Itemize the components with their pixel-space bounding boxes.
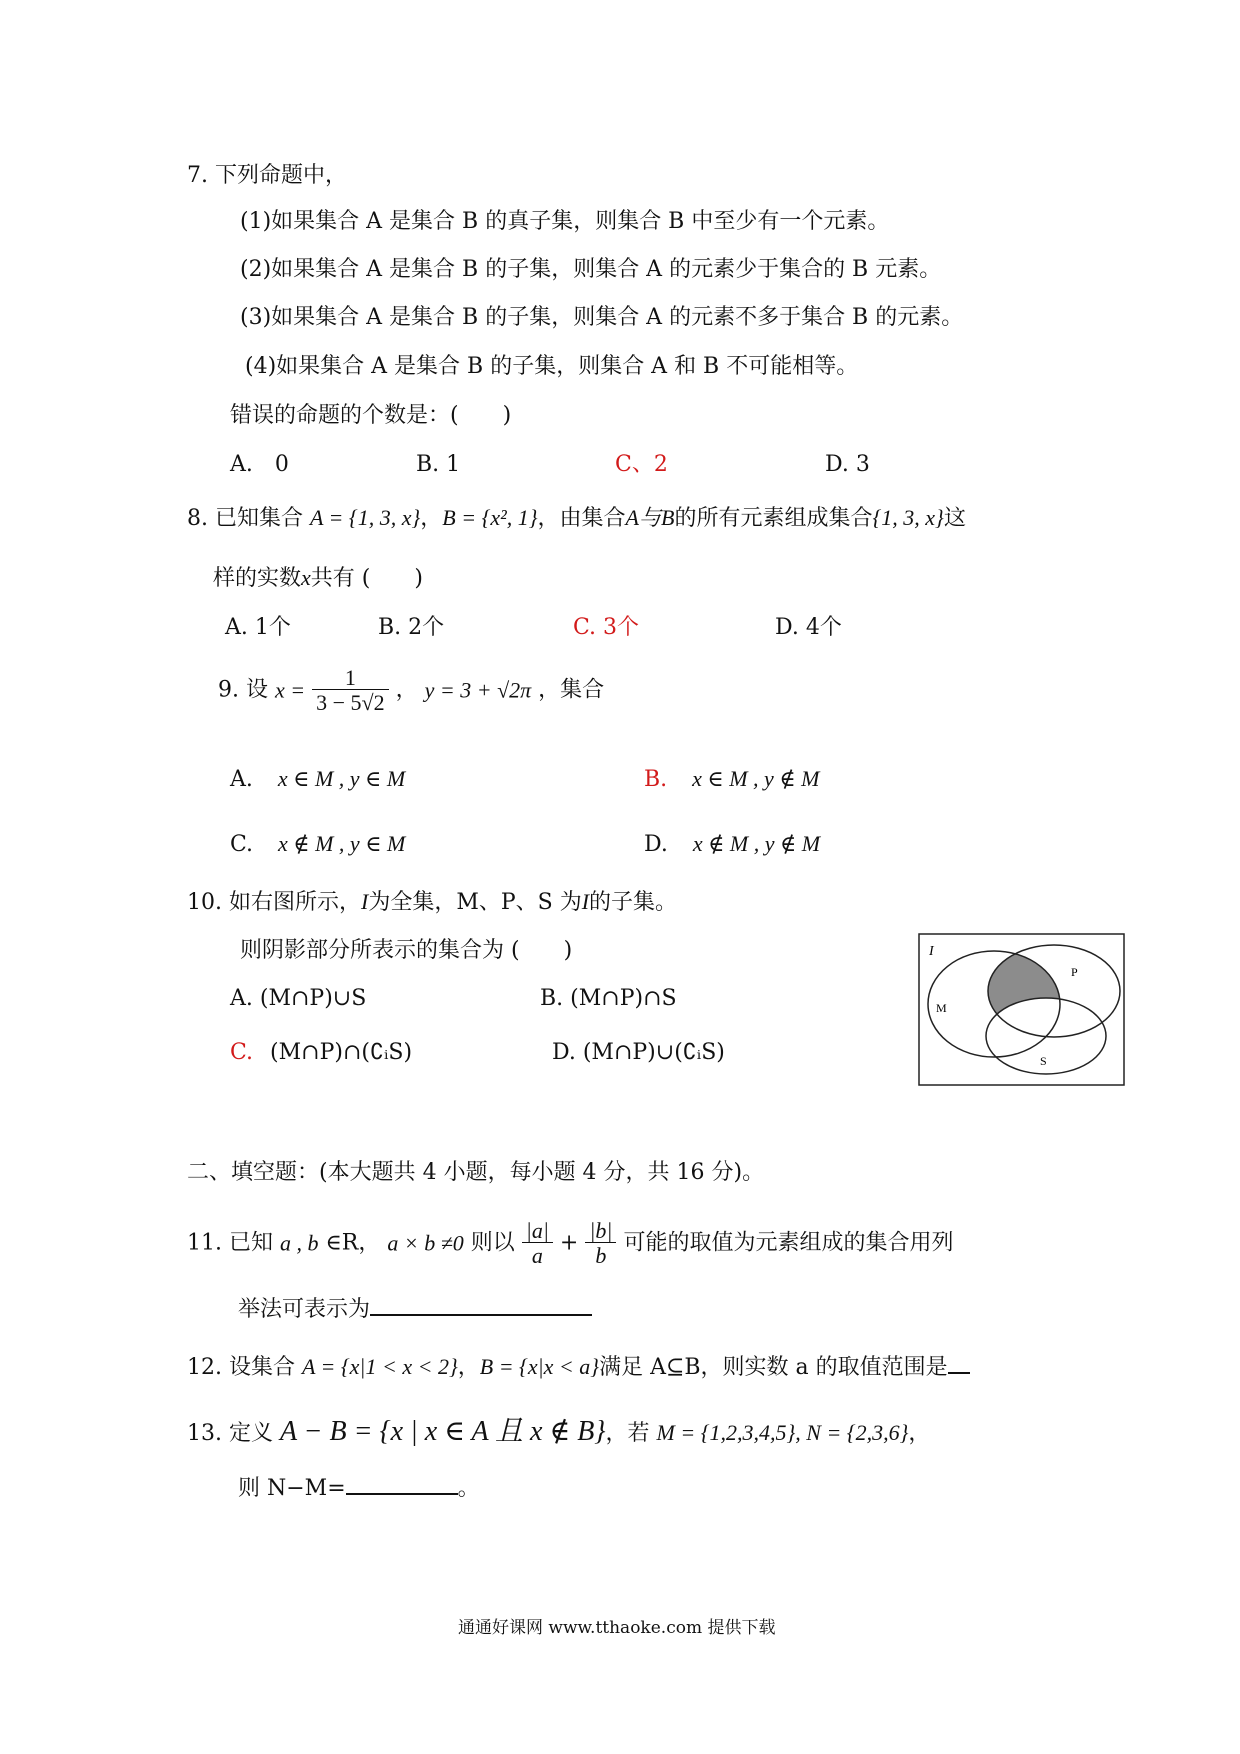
q12-sep: ， bbox=[457, 1355, 480, 1380]
q9-line bbox=[218, 667, 604, 714]
q9-numerator: 1 bbox=[344, 665, 356, 690]
q10-option-c-expr: (M∩P)∩(∁ᵢS) bbox=[270, 1040, 413, 1065]
q13-line-2 bbox=[238, 1471, 480, 1500]
q8-option-d: D. 4个 bbox=[775, 615, 842, 640]
q8-line2-b: 共有 ( ) bbox=[310, 566, 423, 591]
venn-diagram bbox=[918, 933, 1125, 1086]
q13-text-b: ，若 bbox=[605, 1421, 650, 1446]
q9-option-c-expr: x ∉ M , y ∈ M bbox=[278, 831, 406, 856]
q10-option-d: D. (M∩P)∪(∁ᵢS) bbox=[552, 1040, 725, 1065]
q7-item-4: (4)如果集合 A 是集合 B 的子集，则集合 A 和 B 不可能相等。 bbox=[245, 354, 859, 379]
q9-x-eq: x = bbox=[274, 677, 306, 703]
q7-option-c: C、2 bbox=[615, 452, 668, 477]
q9-option-b-label: B. bbox=[644, 767, 668, 792]
q7-option-d: D. 3 bbox=[825, 452, 870, 477]
q8-line2-a: 样的实数 bbox=[213, 566, 302, 591]
venn-label-s: S bbox=[1040, 1054, 1047, 1068]
q13-end: 。 bbox=[457, 1476, 480, 1501]
q11-line-2 bbox=[238, 1292, 592, 1321]
q8-option-b: B. 2个 bbox=[378, 615, 445, 640]
q11-line2-text: 举法可表示为 bbox=[238, 1297, 371, 1322]
q12-text-b: 满足 A⊆B，则实数 a 的取值范围是 bbox=[599, 1355, 948, 1380]
q10-text-a: 10. 如右图所示， bbox=[187, 890, 361, 915]
q8-number: 8. bbox=[187, 506, 208, 531]
q7-ask: 错误的命题的个数是：( ) bbox=[230, 403, 512, 428]
q13-answer-blank[interactable] bbox=[346, 1471, 458, 1495]
q13-line2-text: 则 N−M= bbox=[238, 1476, 346, 1501]
q10-text-c: 的子集。 bbox=[589, 890, 678, 915]
q8-set-a: A = {1, 3, x} bbox=[310, 505, 421, 530]
q13-line-1 bbox=[187, 1418, 930, 1446]
q8-option-c: C. 3个 bbox=[573, 615, 640, 640]
q11-plus: + bbox=[559, 1230, 579, 1256]
q10-option-b: B. (M∩P)∩S bbox=[540, 986, 677, 1011]
q8-text-3: 的所有元素组成集合 bbox=[674, 506, 873, 531]
q10-text-b: 为全集，M、P、S 为 bbox=[368, 890, 582, 915]
q9-number: 9. 设 bbox=[218, 677, 268, 703]
q11-text-d: 可能的取值为元素组成的集合用列 bbox=[623, 1230, 954, 1256]
q11-f2-num: |b| bbox=[589, 1218, 613, 1243]
q11-expr: a × b ≠0 bbox=[387, 1230, 464, 1256]
q9-denominator: 3 − 5√2 bbox=[312, 689, 388, 714]
q11-vars: a , b bbox=[279, 1230, 319, 1256]
q10-option-c-label: C. bbox=[230, 1040, 254, 1065]
q11-f2-den: b bbox=[585, 1242, 616, 1267]
q13-definition: A − B = {x | x ∈ A 且 x ∉ B} bbox=[279, 1416, 606, 1447]
q10-stem bbox=[187, 891, 677, 914]
q9-option-d bbox=[644, 833, 820, 856]
q7-option-b: B. 1 bbox=[416, 452, 461, 477]
q8-set: {1, 3, x} bbox=[872, 505, 944, 530]
q9-option-d-label: D. bbox=[644, 832, 668, 857]
q8-text-2: ，由集合 bbox=[537, 506, 626, 531]
q11-line-1 bbox=[187, 1220, 953, 1267]
q9-option-c-label: C. bbox=[230, 832, 254, 857]
q8-sep: ， bbox=[420, 506, 443, 531]
q12-answer-blank[interactable] bbox=[948, 1350, 970, 1374]
q13-text-c: ， bbox=[908, 1421, 931, 1446]
q7-item-3: (3)如果集合 A 是集合 B 的子集，则集合 A 的元素不多于集合 B 的元素。 bbox=[240, 305, 964, 330]
q8-var: x bbox=[301, 565, 311, 590]
q9-option-c bbox=[230, 833, 405, 856]
q11-text-c: 则以 bbox=[470, 1230, 515, 1256]
q12-set-a: A = {x|1 < x < 2} bbox=[301, 1354, 458, 1379]
q8-line-2 bbox=[213, 567, 423, 590]
q8-text-1: 已知集合 bbox=[215, 506, 304, 531]
q12-set-b: B = {x|x < a} bbox=[479, 1354, 600, 1379]
q11-fraction-b bbox=[585, 1220, 616, 1267]
q10-option-c bbox=[230, 1042, 412, 1064]
q9-option-a-expr: x ∈ M , y ∈ M bbox=[277, 766, 406, 791]
q11-text-a: 11. 已知 bbox=[187, 1230, 273, 1256]
q9-option-a-label: A. bbox=[230, 767, 253, 792]
q7-item-1: (1)如果集合 A 是集合 B 的真子集，则集合 B 中至少有一个元素。 bbox=[240, 209, 890, 234]
q8-a-b: A与B bbox=[625, 505, 675, 530]
q9-tail: ，集合 bbox=[538, 677, 605, 703]
q7-option-a: A. 0 bbox=[230, 452, 289, 477]
q9-option-a bbox=[230, 768, 405, 791]
q13-text-a: 13. 定义 bbox=[187, 1421, 273, 1446]
q8-option-a: A. 1个 bbox=[225, 615, 291, 640]
q9-option-b bbox=[644, 768, 819, 791]
footer-credit: 通通好课网 www.tthaoke.com 提供下载 bbox=[458, 1618, 776, 1638]
q8-line-1 bbox=[187, 507, 966, 530]
q9-option-b-expr: x ∈ M , y ∉ M bbox=[692, 766, 820, 791]
q10-option-a: A. (M∩P)∪S bbox=[230, 986, 367, 1011]
venn-label-m: M bbox=[936, 1001, 947, 1015]
q9-y-eq: y = 3 + √2π bbox=[424, 677, 532, 703]
q11-f1-den: a bbox=[522, 1242, 553, 1267]
section-2-heading: 二、填空题：(本大题共 4 小题，每小题 4 分，共 16 分)。 bbox=[187, 1160, 765, 1185]
q10-set-i: I bbox=[360, 889, 369, 914]
q11-text-b: ∈R， bbox=[325, 1230, 381, 1256]
q8-set-b: B = {x², 1} bbox=[442, 505, 538, 530]
q9-comma: ， bbox=[395, 677, 418, 703]
q7-stem: 7. 下列命题中， bbox=[187, 163, 347, 188]
q9-option-d-expr: x ∉ M , y ∉ M bbox=[692, 831, 821, 856]
q11-answer-blank[interactable] bbox=[370, 1292, 592, 1316]
q12-line bbox=[187, 1350, 970, 1379]
venn-label-p: P bbox=[1071, 965, 1078, 979]
q7-item-2: (2)如果集合 A 是集合 B 的子集，则集合 A 的元素少于集合的 B 元素。 bbox=[240, 257, 942, 282]
q8-text-4: 这 bbox=[943, 506, 966, 531]
venn-label-i: I bbox=[929, 944, 934, 959]
q11-f1-num: |a| bbox=[525, 1218, 549, 1243]
q12-text-a: 12. 设集合 bbox=[187, 1355, 295, 1380]
q13-sets: M = {1,2,3,4,5}, N = {2,3,6} bbox=[656, 1420, 909, 1445]
q10-ask: 则阴影部分所表示的集合为 ( ) bbox=[240, 938, 573, 963]
q10-set-i-2: I bbox=[581, 889, 590, 914]
q9-x-fraction bbox=[312, 667, 388, 714]
q11-fraction-a bbox=[522, 1220, 553, 1267]
